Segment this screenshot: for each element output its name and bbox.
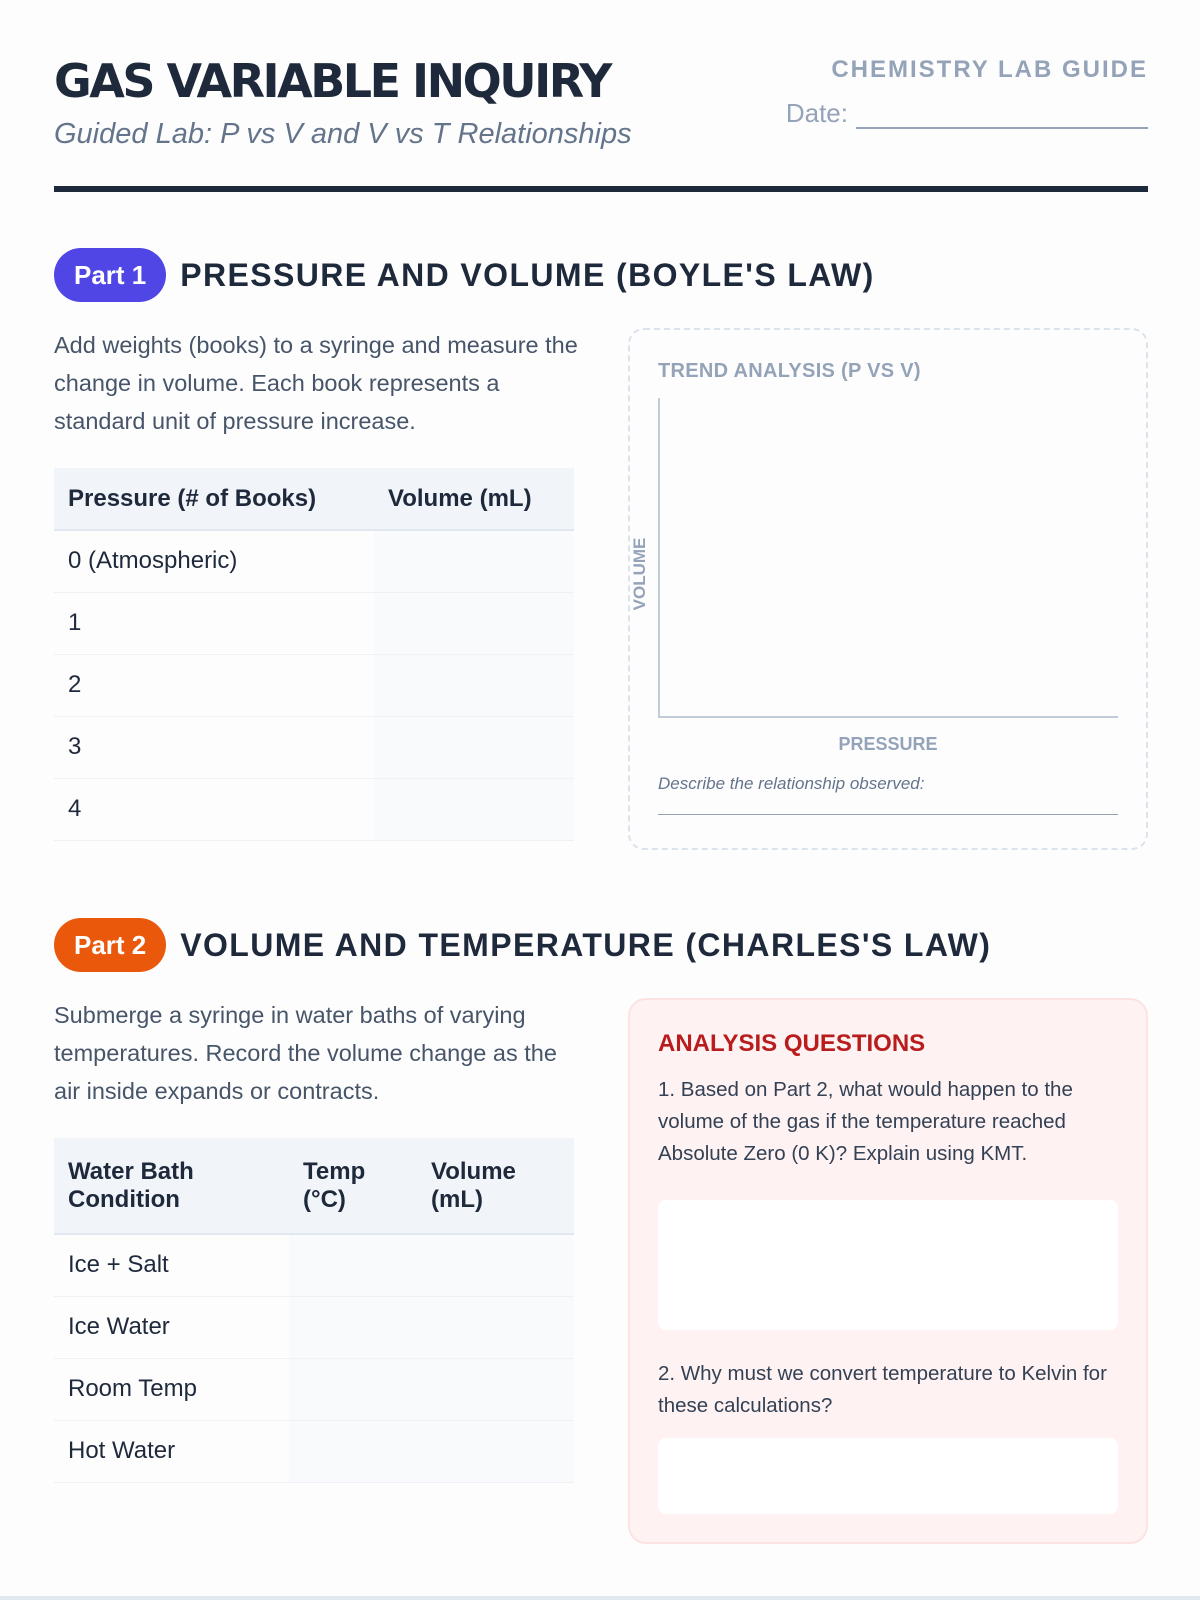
relationship-answer-line[interactable] (658, 814, 1118, 815)
temperature-volume-table (54, 1138, 574, 1483)
temp-entry-cell[interactable] (289, 1296, 417, 1358)
table-row (54, 1420, 574, 1482)
column-header-temp: Temp (°C) (289, 1138, 417, 1234)
temp-entry-cell[interactable] (289, 1234, 417, 1296)
pressure-cell: 4 (54, 778, 374, 840)
table-row (54, 654, 574, 716)
part1-heading (54, 248, 875, 302)
pressure-cell: 2 (54, 654, 374, 716)
relationship-prompt: Describe the relationship observed: (658, 774, 925, 793)
table-row (54, 1234, 574, 1296)
volume-entry-cell[interactable] (374, 592, 574, 654)
guide-label: CHEMISTRY LAB GUIDE (831, 56, 1148, 83)
volume-entry-cell[interactable] (417, 1420, 574, 1482)
worksheet-subtitle: Guided Lab: P vs V and V vs T Relationships (54, 118, 632, 150)
table-header-row (54, 468, 574, 530)
graph-x-axis (658, 716, 1118, 718)
pressure-cell: 3 (54, 716, 374, 778)
x-axis-label: PRESSURE (838, 734, 938, 754)
condition-cell: Room Temp (54, 1358, 289, 1420)
answer-2-box[interactable] (658, 1438, 1118, 1514)
table-row (54, 592, 574, 654)
volume-entry-cell[interactable] (374, 778, 574, 840)
part2-heading (54, 918, 991, 972)
column-header-volume: Volume (mL) (374, 468, 574, 530)
table-row (54, 530, 574, 592)
pressure-volume-table (54, 468, 574, 841)
y-axis-label: VOLUME (630, 537, 649, 611)
column-header-volume: Volume (mL) (417, 1138, 574, 1234)
analysis-questions-box (628, 998, 1148, 1544)
graph-y-axis (658, 398, 660, 718)
condition-cell: Ice + Salt (54, 1234, 289, 1296)
table-row (54, 716, 574, 778)
volume-entry-cell[interactable] (417, 1296, 574, 1358)
column-header-condition: Water Bath Condition (54, 1138, 289, 1234)
pressure-cell: 0 (Atmospheric) (54, 530, 374, 592)
trend-analysis-box (628, 328, 1148, 850)
page-bottom-border (0, 1596, 1200, 1600)
volume-entry-cell[interactable] (374, 716, 574, 778)
part2-title: VOLUME AND TEMPERATURE (CHARLES'S LAW) (180, 926, 992, 963)
question-2: 2. Why must we convert temperature to Kelvin for these calculations? (658, 1362, 1107, 1417)
table-row (54, 1358, 574, 1420)
volume-entry-cell[interactable] (374, 654, 574, 716)
analysis-title: ANALYSIS QUESTIONS (658, 1030, 926, 1057)
question-1: 1. Based on Part 2, what would happen to the volume of the gas if the temperature reached Absolute Zero (0 K)? Explain using KMT. (658, 1078, 1073, 1165)
volume-entry-cell[interactable] (417, 1358, 574, 1420)
temp-entry-cell[interactable] (289, 1420, 417, 1482)
part1-badge: Part 1 (54, 248, 166, 302)
answer-1-box[interactable] (658, 1200, 1118, 1330)
worksheet-page (54, 0, 1148, 1600)
volume-entry-cell[interactable] (417, 1234, 574, 1296)
table-row (54, 1296, 574, 1358)
temp-entry-cell[interactable] (289, 1358, 417, 1420)
column-header-pressure: Pressure (# of Books) (54, 468, 374, 530)
date-label: Date: (785, 98, 848, 128)
condition-cell: Ice Water (54, 1296, 289, 1358)
date-blank-line[interactable] (856, 105, 1148, 129)
worksheet-title: GAS VARIABLE INQUIRY (54, 54, 610, 108)
date-field (786, 98, 1148, 129)
table-row (54, 778, 574, 840)
volume-entry-cell[interactable] (374, 530, 574, 592)
part1-title: PRESSURE AND VOLUME (BOYLE'S LAW) (180, 256, 875, 293)
header-divider (54, 186, 1148, 192)
part1-instructions: Add weights (books) to a syringe and measure the change in volume. Each book represents a standard unit of pressure increase. (54, 332, 578, 434)
part2-badge: Part 2 (54, 918, 166, 972)
pressure-cell: 1 (54, 592, 374, 654)
condition-cell: Hot Water (54, 1420, 289, 1482)
part2-instructions: Submerge a syringe in water baths of varying temperatures. Record the volume change as the air inside expands or contracts. (54, 1002, 557, 1104)
table-header-row (54, 1138, 574, 1234)
trend-analysis-title: TREND ANALYSIS (P VS V) (658, 360, 921, 382)
